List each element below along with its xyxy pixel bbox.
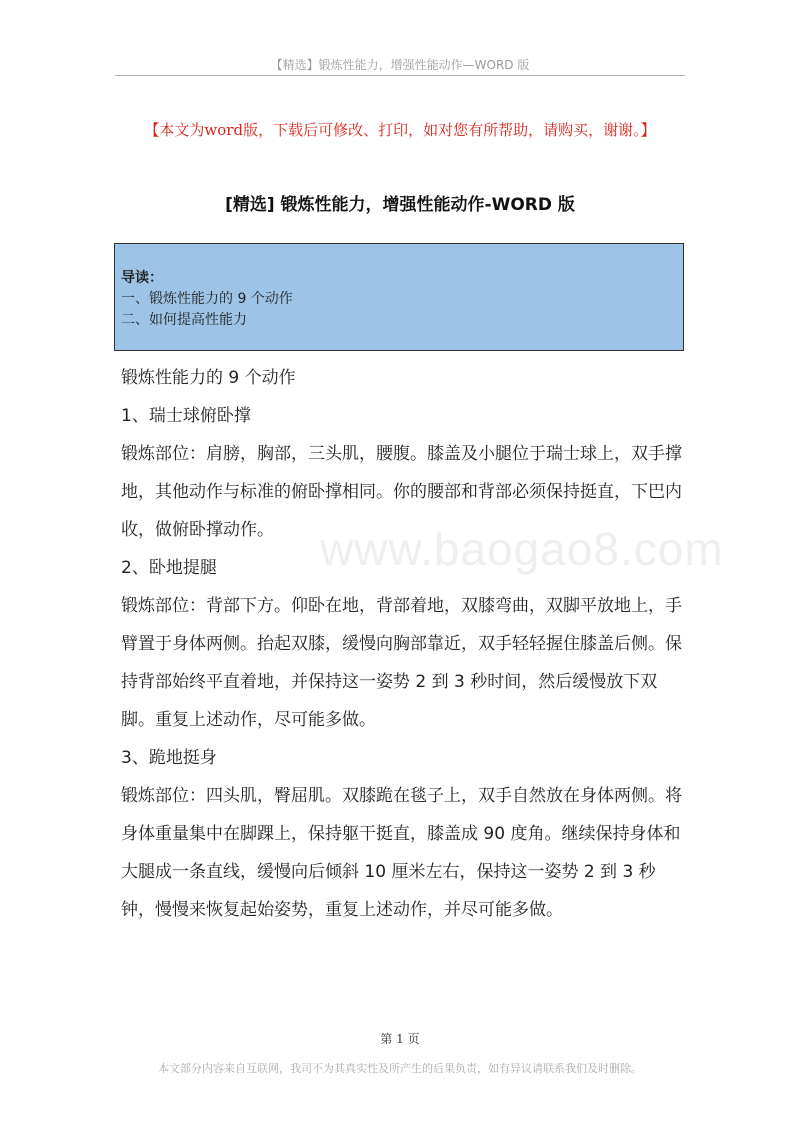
- guide-item: 二、如何提高性能力: [121, 312, 247, 328]
- download-notice: 【本文为word版，下载后可修改、打印，如对您有所帮助，请购买，谢谢。】: [144, 121, 656, 139]
- watermark: www.baogao8.com: [320, 523, 724, 575]
- section-heading: 锻炼性能力的 9 个动作: [121, 368, 296, 388]
- guide-box: [114, 243, 684, 351]
- page-number: 第 1 页: [380, 1032, 420, 1046]
- guide-item: 一、锻炼性能力的 9 个动作: [121, 291, 293, 307]
- item-body: 锻炼部位：肩膀，胸部，三头肌，腰腹。膝盖及小腿位于瑞士球上，双手撑地，其他动作与标准的俯卧撑相同。你的腰部和背部必须保持挺直，下巴内收，做俯卧撑动作。: [121, 444, 682, 540]
- document-body: [121, 359, 687, 929]
- document-title: [精选] 锻炼性能力，增强性能动作-WORD 版: [225, 195, 575, 215]
- page-header: 【精选】锻炼性能力，增强性能动作—WORD 版: [270, 58, 530, 72]
- guide-label: 导读：: [121, 270, 163, 286]
- page-footer: 本文部分内容来自互联网，我司不为其真实性及所产生的后果负责，如有异议请联系我们及时删除。: [158, 1062, 642, 1075]
- header-divider: [115, 75, 685, 76]
- item-body: 锻炼部位：背部下方。仰卧在地，背部着地，双膝弯曲，双脚平放地上，手臂置于身体两侧。抬起双膝，缓慢向胸部靠近，双手轻轻握住膝盖后侧。保持背部始终平直着地，并保持这一姿势 2 到 3 秒时间，然后缓慢放下双脚。重复上述动作，尽可能多做。: [121, 596, 682, 730]
- item-body: 锻炼部位：四头肌，臀屈肌。双膝跪在毯子上，双手自然放在身体两侧。将身体重量集中在脚踝上，保持躯干挺直，膝盖成 90 度角。继续保持身体和大腿成一条直线，缓慢向后倾斜 10 厘米左右，保持这一姿势 2 到 3 秒钟，慢慢来恢复起始姿势，重复上述动作，并尽可能多做。: [121, 786, 682, 920]
- item-heading: 3、跪地挺身: [121, 748, 217, 768]
- item-heading: 2、卧地提腿: [121, 558, 217, 578]
- item-heading: 1、瑞士球俯卧撑: [121, 406, 251, 426]
